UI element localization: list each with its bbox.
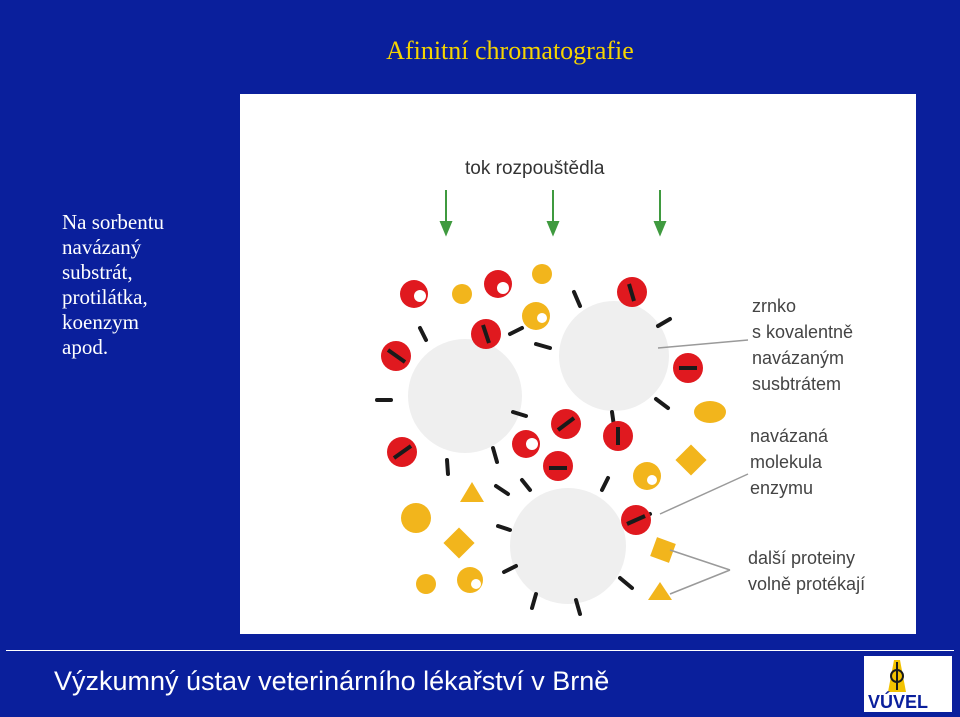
enzyme-molecule (484, 270, 512, 298)
side-line: koenzym (62, 310, 139, 334)
side-line: substrát, (62, 260, 133, 284)
enzyme-molecule (387, 437, 417, 467)
protein (633, 462, 661, 490)
slide-title: Afinitní chromatografie (386, 36, 634, 65)
flow-arrows (441, 190, 665, 234)
enzyme-molecule (603, 421, 633, 451)
protein (443, 527, 474, 558)
affinity-diagram (240, 94, 916, 634)
bead-label-2: s kovalentně (752, 322, 854, 342)
side-line: apod. (62, 335, 109, 359)
protein (452, 284, 472, 304)
side-text (62, 210, 232, 360)
svg-text:VÚVEL: VÚVEL (868, 692, 929, 712)
protein (532, 264, 552, 284)
protein (401, 503, 431, 533)
bead (510, 488, 626, 604)
enzyme-molecule (617, 277, 647, 307)
enzyme-label-1: navázaná (750, 426, 829, 446)
side-line: Na sorbentu (62, 210, 165, 234)
protein (648, 582, 672, 600)
protein (457, 567, 483, 593)
bead-label-4: susbtrátem (752, 374, 842, 394)
enzyme-molecule (471, 319, 501, 349)
side-line: protilátka, (62, 285, 148, 309)
enzyme-molecule (621, 505, 651, 535)
affinity-diagram-svg (240, 94, 916, 634)
bead-label-3: navázaným (752, 348, 845, 368)
enzyme-molecule (551, 409, 581, 439)
enzyme-molecule (381, 341, 411, 371)
enzyme-molecule (543, 451, 573, 481)
enzyme-label-3: enzymu (750, 478, 814, 498)
enzyme-molecule (673, 353, 703, 383)
bead (559, 301, 669, 411)
side-line: navázaný (62, 235, 142, 259)
protein (460, 482, 484, 502)
bead-label-1: zrnko (752, 296, 797, 316)
proteins-label-1: další proteiny (748, 548, 856, 568)
enzyme-molecule (512, 430, 540, 458)
proteins-label-2: volně protékají (748, 574, 866, 594)
enzyme-label-2: molekula (750, 452, 823, 472)
footer-institution: Výzkumný ústav veterinárního lékařství v Brně (54, 666, 610, 696)
vuvel-logo (864, 656, 952, 712)
footer-divider (6, 650, 954, 651)
bead (408, 339, 522, 453)
leader-lines (658, 340, 748, 594)
flow-label: tok rozpouštědla (465, 158, 605, 179)
protein (416, 574, 436, 594)
enzyme-molecule (400, 280, 428, 308)
protein (694, 401, 726, 423)
diagram-labels (748, 296, 865, 594)
protein (675, 444, 706, 475)
